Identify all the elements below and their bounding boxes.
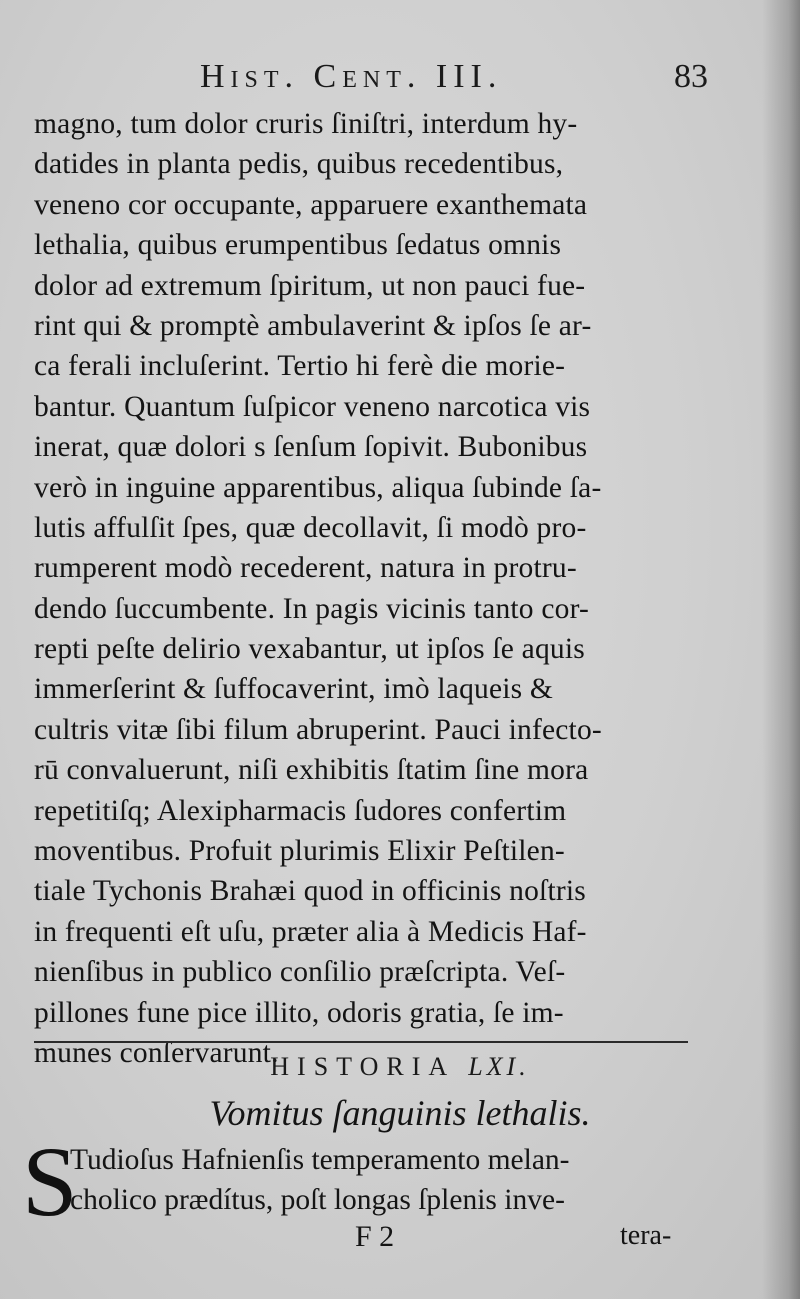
body-line: repetitiſq; Alexipharmacis ſudores confertim (34, 794, 567, 827)
body-line: tiale Tychonis Brahæi quod in officinis noſtris (34, 875, 586, 908)
body-line: munes conſervarunt. (34, 1036, 279, 1069)
body-line: in frequenti eſt uſu, præter alia à Medicis Haf- (34, 915, 587, 948)
case-line: Tudioſus Hafnienſis temperamento melan- (70, 1144, 570, 1176)
body-text (34, 104, 710, 1073)
body-line: dendo ſuccumbente. In pagis vicinis tanto cor- (34, 592, 590, 625)
body-line: verò in inguine apparentibus, aliqua ſubinde ſa- (34, 471, 602, 504)
running-head-title: Hist. Cent. III. (200, 58, 503, 95)
body-line: dolor ad extremum ſpiritum, ut non pauci fue- (34, 269, 586, 302)
body-line: nienſibus in publico conſilio præſcripta. Veſ- (34, 956, 566, 989)
running-head (120, 58, 720, 98)
body-line: rumperent modò recederent, natura in protru- (34, 552, 577, 585)
body-line: ca ferali incluſerint. Tertio hi ferè die morie- (34, 350, 566, 383)
body-line: moventibus. Profuit plurimis Elixir Peſtilen- (34, 835, 565, 868)
body-line: repti peſte delirio vexabantur, ut ipſos ſe aquis (34, 633, 585, 666)
drop-cap: S (22, 1126, 78, 1237)
body-line: lethalia, quibus erumpentibus ſedatus omnis (34, 229, 562, 262)
history-roman-numeral: LXI. (468, 1052, 530, 1081)
body-line: lutis affulſit ſpes, quæ decollavit, ſi modò pro- (34, 511, 587, 544)
case-line: cholico prædítus, poſt longas ſplenis inve- (70, 1184, 565, 1216)
body-line: pillones fune pice illito, odoris gratia, ſe im- (34, 996, 564, 1029)
body-line: bantur. Quantum ſuſpicor veneno narcotica vis (34, 390, 591, 423)
history-title: Vomitus ſanguinis lethalis. (209, 1093, 591, 1133)
page-number: 83 (674, 58, 708, 95)
body-line: rū convaluerunt, niſi exhibitis ſtatim ſine mora (34, 754, 589, 787)
body-line: inerat, quæ dolori s ſenſum ſopivit. Bubonibus (34, 431, 588, 464)
history-number (0, 1052, 800, 1082)
body-line: cultris vitæ ſibi filum abruperint. Pauci infecto- (34, 713, 602, 746)
body-line: datides in planta pedis, quibus recedentibus, (34, 148, 564, 181)
history-label: HISTORIA (270, 1052, 454, 1081)
signature-mark: F 2 (355, 1220, 395, 1253)
section-divider (34, 1041, 688, 1043)
case-text (70, 1140, 700, 1220)
body-line: immerſerint & ſuffocaverint, imò laqueis & (34, 673, 554, 706)
body-line: rint qui & promptè ambulaverint & ipſos ſe ar- (34, 309, 592, 342)
catchword: tera- (620, 1220, 672, 1251)
body-line: magno, tum dolor cruris ſiniſtri, interdum hy- (34, 108, 578, 140)
body-line: veneno cor occupante, apparuere exanthemata (34, 188, 588, 221)
